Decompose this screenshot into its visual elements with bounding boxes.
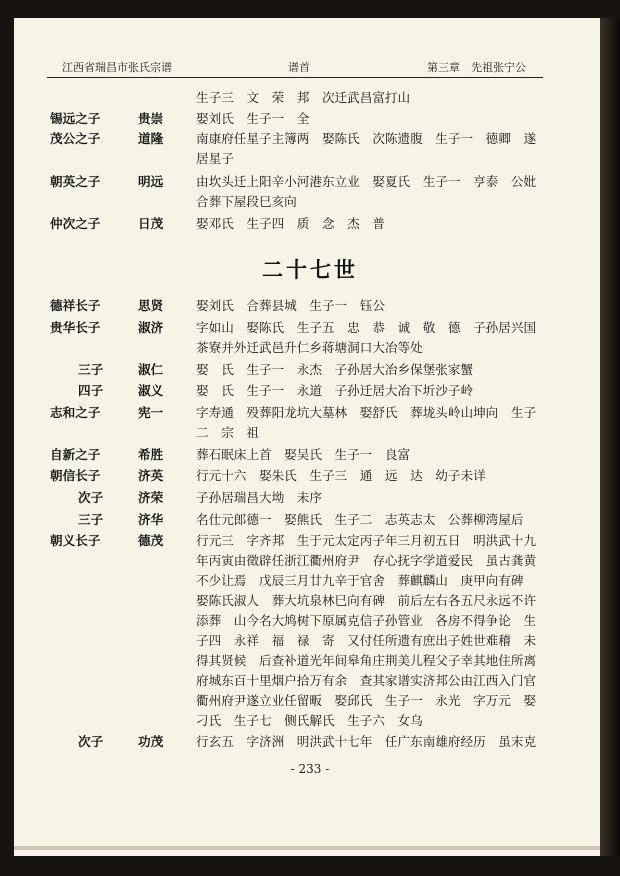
header-center: 谱首 [288,61,310,74]
entry-text: 娶刘氏 合葬县城 生子一 钰公 [196,298,385,313]
entry-name: 道隆 [138,131,164,146]
entry-name: 明远 [138,174,164,189]
entry-text: 行玄五 字济洲 明洪武十七年 任广东南雄府经历 虽末克 [196,734,537,749]
entry-name: 日茂 [138,216,164,231]
entry-text: 娶刘氏 生子一 全 [196,111,310,126]
entry-name: 济英 [138,468,164,483]
entry-text: 葬石眠床上首 娶吴氏 生子一 良富 [196,447,411,462]
entry-name: 宪一 [138,405,164,420]
entry-relation: 志和之子 [50,405,101,420]
entry-relation: 锡远之子 [50,111,101,126]
entry-relation: 次子 [78,490,104,505]
entry-name: 德茂 [138,533,164,548]
entry-name: 济荣 [138,490,164,505]
entry-text: 字寿通 殁葬阳龙坑大墓林 娶舒氏 葬垅头岭山坤向 生子二 宗 祖 [196,405,537,440]
book-binding [600,18,620,856]
entry-relation: 茂公之子 [50,131,101,146]
entry-name: 贵崇 [138,111,164,126]
page-edge [14,846,600,850]
entry-name: 思贤 [138,298,164,313]
entry-name: 功茂 [138,734,164,749]
entry-text: 娶 氏 生子一 永杰 子孙居大冶乡保堡张家蟹 [196,362,474,377]
entry-text: 生子三 文 荣 邦 次迁武昌富打山 [196,90,411,105]
entry-name: 希胜 [138,447,164,462]
entry-text: 行元三 字齐邦 生于元太定丙子年三月初五日 明洪武十九年丙寅由徵辟任浙江衢州府尹 存心抚字学道爱民 虽古龚黄不少让焉 戊辰三月廿九辛于官舍 葬麒麟山 庚甲向有碑 娶陈氏淑人 葬大坑泉林巳向有碑 前后左右各五尺永远不许添葬 山今名大鸠树下原属克信子孙管业 各房不得争论 生子四 永祥 福 禄 寄 又付任所遗有庶出子姓世难稽 未得其贤候 后查补道光年间皋角庄荆美儿程父子幸其地住所离府城东百十里烟户拾万有余 查其家谱实济邦公由江西入门官衢州府尹遂立业任留畈 娶邱氏 生子一 永光 字万元 娶刁氏 生子七 侧氏解氏 生子六 女乌 [196,533,537,728]
entry-text: 行元十六 娶朱氏 生子三 通 远 达 幼子未详 [196,468,486,483]
entry-relation: 自新之子 [50,447,101,462]
entry-relation: 贵华长子 [50,320,101,335]
entry-text: 名仕元郎德一 娶熊氏 生子二 志英志太 公葬柳湾屋后 [196,512,524,527]
header-rule [47,77,543,78]
header-left: 江西省瑞昌市张氏宗谱 [62,61,172,74]
header-right: 第三章 先祖张宁公 [427,61,526,74]
entry-relation: 德祥长子 [50,298,101,313]
entry-text: 由坎头迁上阳辛小河港东立业 娶夏氏 生子一 亨泰 公妣合葬下屋段巳亥向 [196,174,537,209]
entry-name: 济华 [138,512,164,527]
entry-relation: 四子 [78,383,104,398]
generation-heading: 二十七世 [262,257,358,282]
entry-relation: 次子 [78,734,104,749]
entry-relation: 朝义长子 [50,533,101,548]
entry-relation: 朝信长子 [50,468,101,483]
entry-text: 字如山 娶陈氏 生子五 忠 恭 诚 敬 德 子孙居兴国茶寮并外迁武邑升仁乡蒋塘洞口大冶等处 [196,320,537,355]
entry-text: 娶邓氏 生子四 质 念 杰 普 [196,216,385,231]
entry-name: 淑仁 [138,362,164,377]
entry-text: 南康府任星子主簿两 娶陈氏 次陈遗腹 生子一 德卿 遂居星子 [196,131,537,166]
entry-name: 淑济 [138,320,164,335]
entry-relation: 三子 [78,362,104,377]
entry-relation: 三子 [78,512,104,527]
entry-name: 淑义 [138,383,164,398]
page-number: - 233 - [290,762,330,776]
entry-relation: 朝英之子 [50,174,101,189]
entry-text: 娶 氏 生子一 永道 子孙迁居大冶下圻沙子岭 [196,383,474,398]
entry-relation: 仲次之子 [50,216,101,231]
entry-text: 子孙居瑞昌大坳 未序 [196,490,322,505]
